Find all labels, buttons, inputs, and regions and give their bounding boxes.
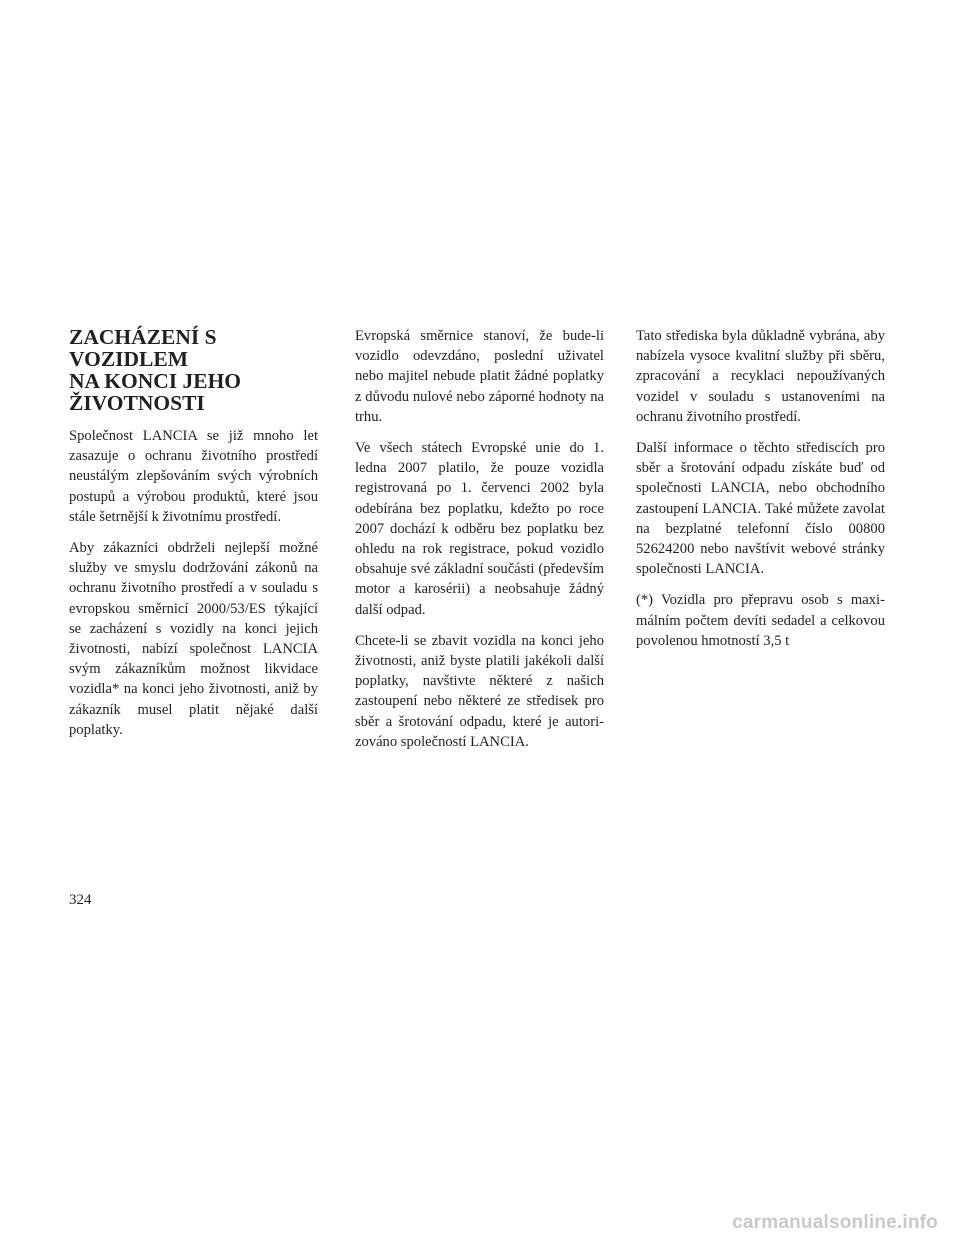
paragraph-directive: Evropská směrnice stanoví, že bude-li vozidlo odevzdáno, poslední uživatel nebo majitel nebude platit žádné poplatky z důvodu nulové nebo záporné hodnoty na trhu. bbox=[355, 328, 604, 425]
section-title bbox=[69, 326, 318, 414]
paragraph-centres: Tato střediska byla důkladně vybrána, aby nabízela vysoce kvalitní služby při sběru, zpracování a recyklaci nepoužívaných vozidel v souladu s ustanoveními na ochranu životního prostředí. bbox=[636, 328, 885, 425]
page-number: 324 bbox=[69, 892, 92, 908]
watermark: carmanualsonline.info bbox=[732, 1212, 938, 1233]
column-left bbox=[69, 326, 318, 751]
paragraph-intro: Společnost LANCIA se již mnoho let zasazuje o ochranu životního prostředí neustálým zlepšováním svých výrobních postupů a výrobou produktů, které jsou stále šetrnější k životnímu prostředí. bbox=[69, 428, 318, 525]
column-right bbox=[636, 326, 885, 662]
paragraph-more-info: Další informace o těchto střediscích pro sběr a šrotování odpadu získáte buď od společnosti LANCIA, nebo obchodního zastoupení LANCIA. Také můžete zavolat na bezplatné telefonní číslo 00800 52624200 nebo navštívit webové stránky společnosti LANCIA. bbox=[636, 440, 885, 578]
column-middle bbox=[355, 326, 604, 763]
paragraph-footnote: (*) Vozidla pro přepravu osob s maximálním počtem devíti sedadel a celkovou povolenou hmotností 3,5 t bbox=[636, 592, 885, 649]
section-title-line-2: NA KONCI JEHO bbox=[69, 369, 242, 393]
section-title-line-3: ŽIVOTNOSTI bbox=[69, 391, 205, 415]
section-title-line-1: ZACHÁZENÍ S VOZIDLEM bbox=[69, 325, 217, 371]
paragraph-disposal: Chcete-li se zbavit vozidla na konci jeho životnosti, aniž byste platili jakékoli další poplatky, navštivte některé z našich zastoupení nebo některé ze středisek pro sběr a šrotování odpadu, které je autorizováno společností LANCIA. bbox=[355, 632, 604, 750]
paragraph-services: Aby zákazníci obdrželi nejlepší možné služby ve smyslu dodržování zákonů na ochranu životního prostředí a v souladu s evropskou směrnicí 2000/53/ES týkající se zacházení s vozidly na konci jejich životnosti, nabízí společnost LANCIA svým zákazníkům možnost likvidace vozidla* na konci jeho životnosti, aniž by zákazník musel platit nějaké další poplatky. bbox=[69, 540, 318, 738]
paragraph-eu-states: Ve všech státech Evropské unie do 1. ledna 2007 platilo, že pouze vozidla registrovaná po 1. červenci 2002 byla odebírána bez poplatku, kdežto po roce 2007 dochází k odběru bez poplatku bez ohledu na rok registrace, pokud vozidlo obsahuje své základní součásti (především motor a karosérii) a neobsahuje žádný další odpad. bbox=[355, 440, 604, 618]
